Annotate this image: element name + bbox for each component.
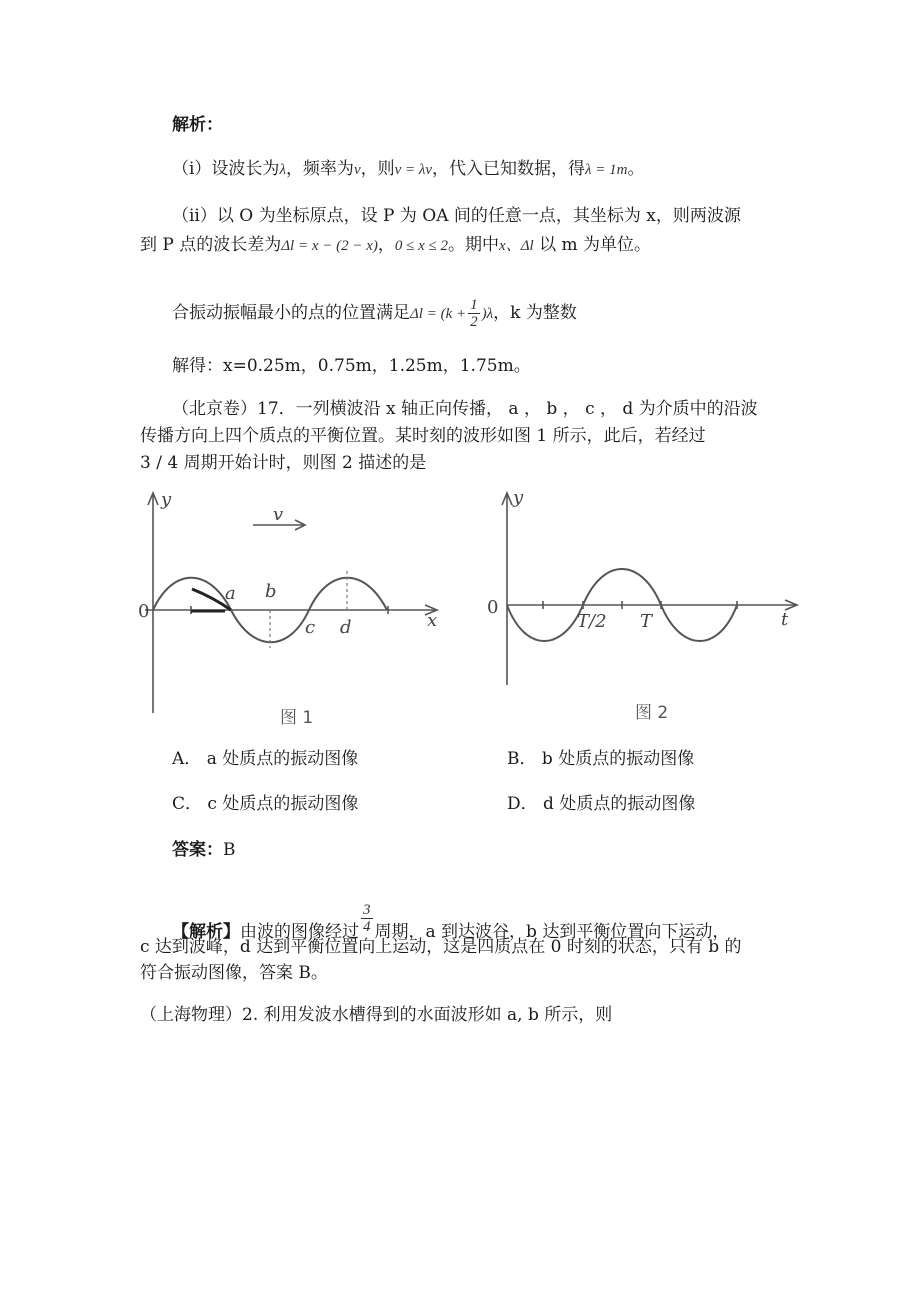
analysis-part-3 <box>172 296 577 331</box>
text: 合振动振幅最小的点的位置满足 <box>172 303 410 323</box>
text: ，频率为 <box>285 159 354 179</box>
frac-den: 2 <box>470 314 478 330</box>
text: 以 m 为单位。 <box>533 235 652 255</box>
fig1-point-c: c <box>305 617 316 638</box>
question-line-2: 传播方向上四个质点的平衡位置。某时刻的波形如图 1 所示，此后，若经过 <box>140 426 706 446</box>
text: ，则 <box>360 159 395 179</box>
option-key: A． <box>172 749 202 769</box>
fig2-origin: 0 <box>487 597 499 618</box>
fig2-caption: 图 2 <box>635 703 669 723</box>
fig2-t-label: t <box>781 609 789 630</box>
text: 。 <box>627 159 645 179</box>
text: （i）设波长为 <box>172 159 280 179</box>
explanation-line-3: 符合振动图像，答案 B。 <box>140 963 328 983</box>
answer-label: 答案： <box>172 840 223 860</box>
answer-value: B <box>223 840 236 860</box>
option-key: B． <box>507 749 537 769</box>
fig2-tick-half-label: T/2 <box>577 611 607 632</box>
frac-num: 3 <box>363 902 371 918</box>
text: 周期，a 到达波谷，b 达到平衡位置向下运动， <box>374 922 730 942</box>
fig1-v-label: v <box>273 504 284 525</box>
analysis-part-1 <box>172 156 645 183</box>
fraction-three-quarters <box>361 902 373 935</box>
math: Δl = x − (2 − x) <box>281 238 378 254</box>
option-a <box>172 746 358 772</box>
text: 。期中 <box>448 235 500 255</box>
fig1-origin: 0 <box>138 601 150 622</box>
text: ，k 为整数 <box>493 303 577 323</box>
analysis-part-2-line-1: （ii）以 O 为坐标原点，设 P 为 OA 间的任意一点，其坐标为 x，则两波源 <box>172 206 741 226</box>
figure-1 <box>135 485 455 740</box>
fig2-tick-full-label: T <box>640 611 653 632</box>
fig1-point-a: a <box>225 583 236 604</box>
figure-2 <box>485 485 815 725</box>
fig2-y-label: y <box>513 487 524 508</box>
answer-line <box>172 837 236 863</box>
fig1-y-label: y <box>161 489 172 510</box>
question-line-1: （北京卷）17．一列横波沿 x 轴正向传播， a ， b ， c ， d 为介质中的沿波 <box>172 399 758 419</box>
option-text: b 处质点的振动图像 <box>541 749 695 769</box>
math: x、Δl <box>499 238 534 254</box>
explanation-line-2: c 达到波峰，d 达到平衡位置向上运动，这是四质点在 0 时刻的状态，只有 b 的 <box>140 937 742 957</box>
option-c <box>172 791 358 817</box>
math: λ <box>279 162 286 178</box>
fig1-caption: 图 1 <box>280 708 314 728</box>
option-text: c 处质点的振动图像 <box>207 794 359 814</box>
math: 0 ≤ x ≤ 2 <box>394 238 449 254</box>
next-question: （上海物理）2. 利用发波水槽得到的水面波形如 a, b 所示，则 <box>140 1005 613 1025</box>
analysis-part-2-line-2 <box>140 232 651 259</box>
option-key: C． <box>172 794 203 814</box>
explanation-tag: 【解析】 <box>172 922 240 942</box>
text: ，代入已知数据，得 <box>432 159 586 179</box>
fig1-point-d: d <box>340 617 352 638</box>
option-text: a 处质点的振动图像 <box>206 749 359 769</box>
math: )λ <box>481 306 494 322</box>
fig1-x-label: x <box>427 610 438 631</box>
math: Δl = (k + <box>410 306 467 322</box>
option-text: d 处质点的振动图像 <box>543 794 696 814</box>
fig1-point-b: b <box>265 581 277 602</box>
option-d <box>507 791 695 817</box>
text: 由波的图像经过 <box>240 922 359 942</box>
frac-num: 1 <box>470 297 478 313</box>
math: v = λν <box>394 162 433 178</box>
text: ， <box>377 235 395 255</box>
option-b <box>507 746 694 772</box>
frac-den: 4 <box>363 919 371 935</box>
question-line-3: 3 / 4 周期开始计时，则图 2 描述的是 <box>140 453 427 473</box>
option-key: D． <box>507 794 538 814</box>
solution-line: 解得：x=0.25m，0.75m，1.25m，1.75m。 <box>172 356 531 376</box>
math: ν <box>353 162 361 178</box>
text: 到 P 点的波长差为 <box>140 235 282 255</box>
math: λ = 1m <box>585 162 628 178</box>
analysis-heading: 解析： <box>172 115 223 135</box>
fraction-half <box>468 297 480 330</box>
